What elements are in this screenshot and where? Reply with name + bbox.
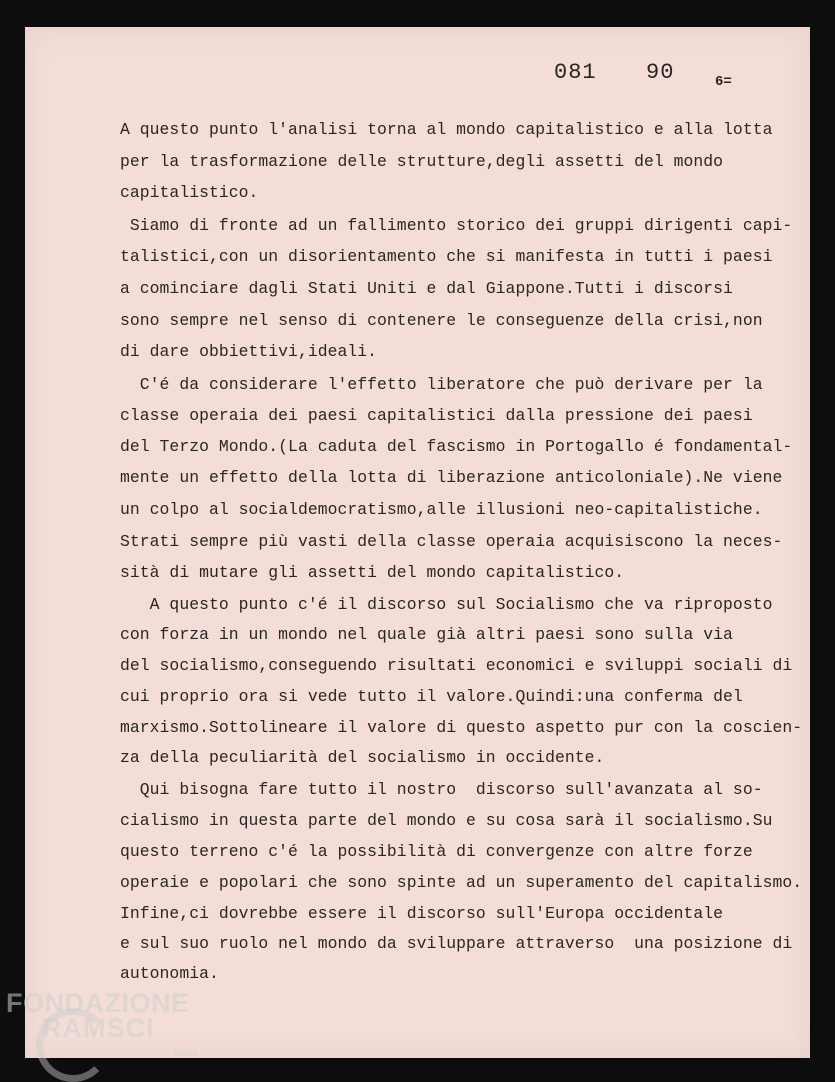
text-line: za della peculiarità del socialismo in occidente. (120, 748, 605, 767)
watermark-line-2: RAMSCI (42, 1013, 155, 1043)
fondazione-gramsci-watermark (6, 988, 206, 1059)
text-line: Strati sempre più vasti della classe operaia acquisiscono la neces- (120, 532, 783, 551)
watermark-line-1: FONDAZIONE (6, 988, 190, 1018)
text-line: Qui bisogna fare tutto il nostro discorso sull'avanzata al so- (120, 780, 763, 799)
text-line: cui proprio ora si vede tutto il valore.Quindi:una conferma del (120, 687, 743, 706)
text-line: del socialismo,conseguendo risultati economici e sviluppi sociali di (120, 656, 793, 675)
text-line: Infine,ci dovrebbe essere il discorso sull'Europa occidentale (120, 904, 724, 923)
text-line: autonomia. (120, 964, 219, 983)
text-line: C'é da considerare l'effetto liberatore che può derivare per la (120, 375, 763, 394)
text-line: un colpo al socialdemocratismo,alle illusioni neo-capitalistiche. (120, 500, 763, 519)
text-line: di dare obbiettivi,ideali. (120, 342, 378, 361)
watermark-suffix: onlus (174, 1048, 198, 1059)
text-line: A questo punto l'analisi torna al mondo capitalistico e alla lotta (120, 120, 773, 139)
text-line: A questo punto c'é il discorso sul Socialismo che va riproposto (120, 595, 773, 614)
text-line: capitalistico. (120, 183, 259, 202)
text-line: classe operaia dei paesi capitalistici dalla pressione dei paesi (120, 406, 753, 425)
text-line: con forza in un mondo nel quale già altri paesi sono sulla via (120, 625, 733, 644)
text-line: sità di mutare gli assetti del mondo capitalistico. (120, 563, 625, 582)
text-line: Siamo di fronte ad un fallimento storico dei gruppi dirigenti capi- (120, 216, 793, 235)
document-subnumber: 90 (646, 60, 675, 85)
text-line: sono sempre nel senso di contenere le conseguenze della crisi,non (120, 311, 763, 330)
document-number: 081 (554, 60, 597, 85)
text-line: del Terzo Mondo.(La caduta del fascismo in Portogallo é fondamental- (120, 437, 793, 456)
text-line: cialismo in questa parte del mondo e su cosa sarà il socialismo.Su (120, 811, 773, 830)
text-line: mente un effetto della lotta di liberazione anticoloniale).Ne viene (120, 468, 783, 487)
text-line: marxismo.Sottolineare il valore di questo aspetto pur con la coscien- (120, 718, 803, 737)
text-line: talistici,con un disorientamento che si manifesta in tutti i paesi (120, 247, 773, 266)
page-mark: 6= (715, 74, 732, 90)
text-line: questo terreno c'é la possibilità di convergenze con altre forze (120, 842, 753, 861)
text-line: e sul suo ruolo nel mondo da sviluppare attraverso una posizione di (120, 934, 793, 953)
text-line: per la trasformazione delle strutture,degli assetti del mondo (120, 152, 724, 171)
text-line: operaie e popolari che sono spinte ad un superamento del capitalismo. (120, 873, 803, 892)
text-line: a cominciare dagli Stati Uniti e dal Giappone.Tutti i discorsi (120, 279, 733, 298)
